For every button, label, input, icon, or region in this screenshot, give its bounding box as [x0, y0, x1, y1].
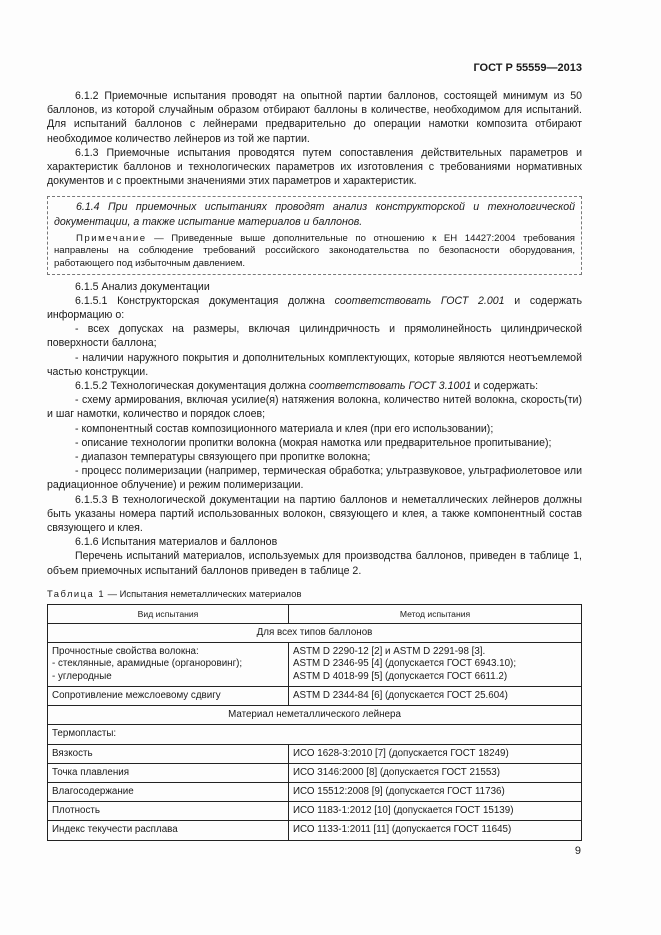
column-header-method: Метод испытания [289, 604, 582, 623]
cell-line: ASTM D 2346-95 [4] (допускается ГОСТ 6943.10); [293, 658, 517, 670]
page-number: 9 [574, 845, 581, 857]
table-row [48, 782, 582, 801]
table-cell: Плотность [48, 802, 289, 821]
table-cell: Термопласты: [48, 725, 582, 744]
document-header: ГОСТ Р 55559—2013 [473, 62, 582, 74]
group-liner-material: Материал неметаллического лейнера [48, 706, 582, 725]
table-header-row [48, 604, 582, 623]
table-cell: Сопротивление межслоевому сдвигу [48, 686, 289, 705]
amendment-box [47, 196, 582, 274]
column-header-test: Вид испытания [48, 604, 289, 623]
page-content [47, 89, 582, 841]
paragraph-6-1-3: 6.1.3 Приемочные испытания проводятся путем сопоставления действительных параметров и характеристик баллонов и технологических параметров их изготовления с требованиями нормативных документов и с проектными значениями этих параметров и характеристик. [47, 146, 582, 188]
heading-6-1-6: 6.1.6 Испытания материалов и баллонов [75, 536, 278, 549]
table-cell [48, 643, 289, 687]
paragraph-6-1-6: Перечень испытаний материалов, используемых для производства баллонов, приведен в таблице 1, объем приемочных испытаний баллонов приведен в таблице 2. [47, 550, 582, 577]
table-group-row [48, 706, 582, 725]
table-cell: ИСО 1628-3:2010 [7] (допускается ГОСТ 18249) [289, 744, 582, 763]
paragraph-6-1-4: 6.1.4 При приемочных испытаниях проводят анализ конструкторской и технологической документации, а также испытание материалов и баллонов. [54, 201, 575, 228]
list-item: - компонентный состав композиционного материала и клея (при его использовании); [75, 422, 494, 435]
list-item: - процесс полимеризации (например, термическая обработка; ультразвуковое, ультрафиолетовое или радиационное облучение) и режим полимеризации. [47, 465, 582, 492]
list-item: - описание технологии пропитки волокна (мокрая намотка или предварительное пропитывание); [75, 436, 552, 449]
table-cell: Точка плавления [48, 763, 289, 782]
materials-table [47, 604, 582, 841]
table-row [48, 802, 582, 821]
table-caption [47, 588, 582, 600]
table-cell: Влагосодержание [48, 782, 289, 801]
cell-line: ASTM D 2290-12 [2] и ASTM D 2291-98 [3]. [293, 646, 486, 658]
reference-emphasis: соответствовать ГОСТ 2.001 [334, 294, 505, 307]
table-caption-text: — Испытания неметаллических материалов [105, 587, 302, 599]
text-run: 6.1.5.2 Технологическая документация должна [75, 380, 309, 393]
table-cell: ИСО 1133-1:2011 [11] (допускается ГОСТ 11645) [289, 821, 582, 840]
text-run: 6.1.5.1 Конструкторская документация должна [75, 294, 335, 307]
paragraph-6-1-5-1 [47, 294, 582, 322]
list-item: - схему армирования, включая усилие(я) натяжения волокна, количество нитей волокна, скорость(ти) и шаг намотки, количество и порядок слоев; [47, 394, 582, 421]
table-cell: ИСО 1183-1:2012 [10] (допускается ГОСТ 15139) [289, 802, 582, 821]
text-run: и содержать: [471, 380, 539, 393]
paragraph-6-1-5-3: 6.1.5.3 В технологической документации на партию баллонов и неметаллических лейнеров должны быть указаны номера партий использованных волокон, связующего и клея, а также компонентный состав связующего и клея. [47, 493, 582, 535]
table-cell: Вязкость [48, 744, 289, 763]
cell-line: - стеклянные, арамидные (органоровинг); [52, 658, 243, 670]
note-label: Примечание [76, 232, 147, 244]
table-cell: Индекс текучести расплава [48, 821, 289, 840]
table-row [48, 725, 582, 744]
heading-6-1-5: 6.1.5 Анализ документации [75, 280, 210, 293]
paragraph-6-1-5-2 [47, 379, 582, 393]
cell-line: Прочностные свойства волокна: [52, 646, 199, 658]
cell-line: - углеродные [52, 670, 112, 682]
table-row [48, 763, 582, 782]
table-cell: ASTM D 2344-84 [6] (допускается ГОСТ 25.604) [289, 686, 582, 705]
cell-line: ASTM D 4018-99 [5] (допускается ГОСТ 6611.2) [293, 670, 508, 682]
table-row [48, 643, 582, 687]
table-cell: ИСО 3146:2000 [8] (допускается ГОСТ 21553) [289, 763, 582, 782]
text-run: и содержать информацию о: [47, 294, 582, 322]
paragraph-6-1-2: 6.1.2 Приемочные испытания проводят на опытной партии баллонов, состоящей минимум из 50 баллонов, из которой случайным образом отбирают баллоны в количестве, необходимом для испытаний. Для испытаний баллонов с лейнерами предварительно до операции намотки композита отбирают необходимое количество лейнеров из той же партии. [47, 90, 582, 145]
note [54, 233, 575, 271]
group-all-cylinders: Для всех типов баллонов [48, 624, 582, 643]
table-caption-label: Таблица 1 [47, 587, 106, 599]
table-cell [289, 643, 582, 687]
table-cell: ИСО 15512:2008 [9] (допускается ГОСТ 11736) [289, 782, 582, 801]
list-item: - диапазон температуры связующего при пропитке волокна; [75, 451, 371, 464]
list-item: - всех допусках на размеры, включая цилиндричность и прямолинейность цилиндрической поверхности баллона; [47, 323, 582, 350]
note-text: — Приведенные выше дополнительные по отношению к ЕН 14427:2004 требования направлены на соблюдение требований российского законодательства по безопасности оборудования, работающего под избыточным давлением. [54, 232, 575, 270]
reference-emphasis: соответствовать ГОСТ 3.1001 [308, 380, 472, 393]
table-row [48, 821, 582, 840]
list-item: - наличии наружного покрытия и дополнительных комплектующих, которые являются неотъемлемой частью конструкции. [47, 351, 582, 378]
table-row [48, 744, 582, 763]
table-row [48, 686, 582, 705]
table-group-row [48, 624, 582, 643]
